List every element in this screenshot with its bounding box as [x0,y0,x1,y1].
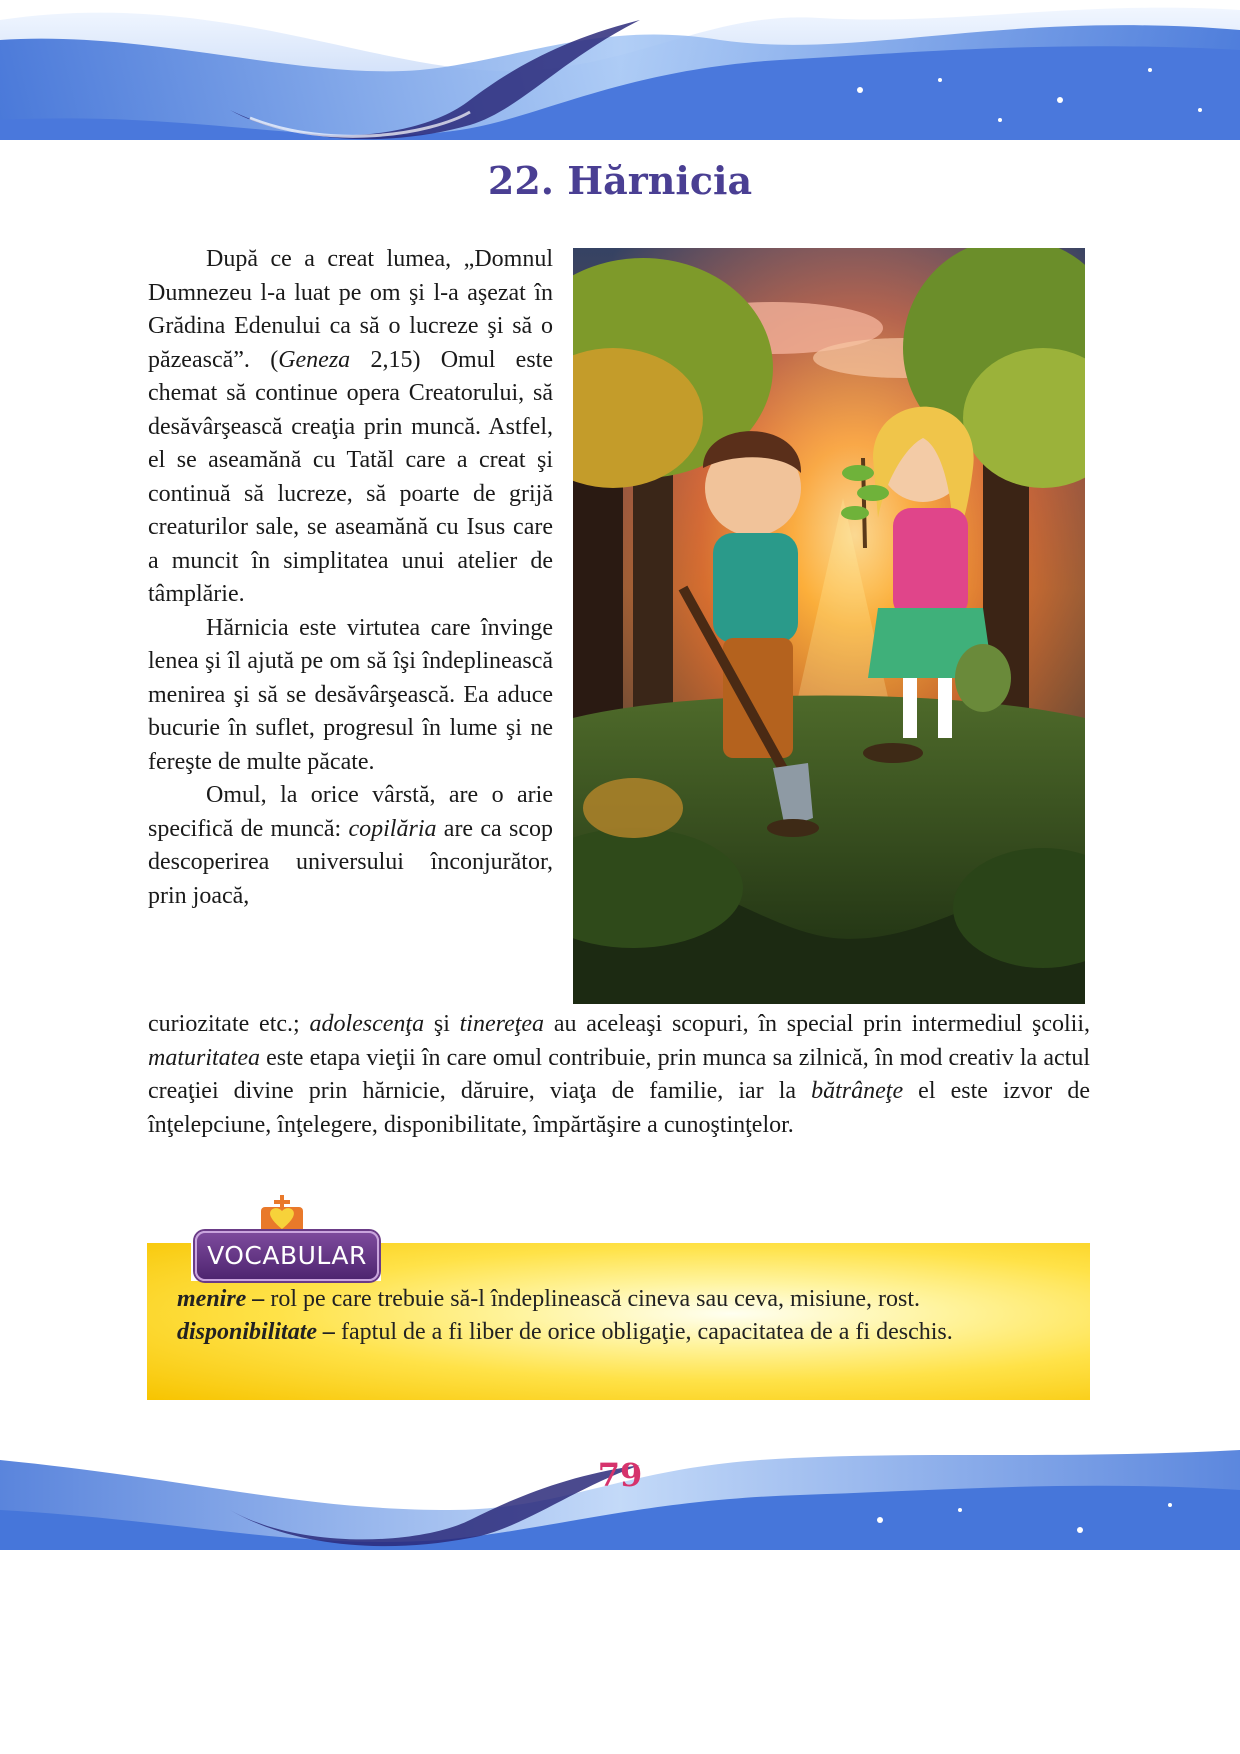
ages-and: şi [424,1011,460,1037]
paragraph-ages-continued [148,1008,1090,1142]
vocabulary-badge: VOCABULAR [195,1231,379,1281]
vocab-definition: rol pe care trebuie să-l îndeplinească cineva sau ceva, misiune, rost. [264,1286,921,1312]
term-maturity: maturitatea [148,1044,260,1071]
term-youth: tinereţea [459,1011,545,1037]
vocabulary-entries [177,1283,1079,1349]
term-childhood: copilăria [348,815,437,842]
vocab-term: menire – [177,1286,265,1312]
intro-text-a: După ce a creat lumea, „Domnul Dumnezeu l-a luat pe om şi l-a aşezat în Grădina Edenului ca să o lucreze şi să o păzească”. ( [148,246,553,373]
vocab-entry [177,1283,1079,1316]
bible-reference: Geneza [278,346,351,373]
intro-text-b: 2,15) Omul este chemat să continue opera Creatorului, să desăvârşească creaţia prin muncă. Astfel, el se aseamănă cu Tatăl care a creat şi continuă să lucreze, să poarte de grijă creaturilor sale, se aseamănă cu Isus care a muncit în simplitatea unui atelier de tâmplărie. [148,346,553,607]
vocabulary-badge-area [191,1195,381,1281]
ages-text-d: au aceleaşi scopuri, în special prin intermediul şcolii, [544,1011,1091,1037]
term-old-age: bătrâneţe [811,1078,904,1104]
ages-text-c: curiozitate etc.; [148,1011,310,1037]
term-adolescence: adolescenţa [309,1011,425,1037]
paragraph-ages-start [148,779,553,913]
vocab-definition: faptul de a fi liber de orice obligaţie, capacitatea de a fi deschis. [335,1319,953,1345]
top-wave-decoration [0,0,1240,150]
ages-text-b: are ca scop descoperirea universului înconjurător, prin joacă, [148,815,553,909]
vocab-entry [177,1316,1079,1349]
ages-text-a: Omul, la orice vârstă, are o arie specifică de muncă: [148,782,553,842]
body-text-column [148,243,553,913]
children-planting-illustration [573,248,1085,1004]
vocab-term: disponibilitate – [177,1319,336,1345]
body-text-full-width [148,1008,1090,1142]
ages-text-e: este etapa vieţii în care omul contribuie, prin munca sa zilnică, în mod creativ la actul creaţiei divine prin hărnicie, dăruire, viaţa de familie, iar la [148,1044,1090,1104]
paragraph-intro [148,243,553,612]
page-number: 79 [597,1456,643,1494]
paragraph-virtue: Hărnicia este virtutea care învinge lenea şi îl ajută pe om să îşi îndeplinească menirea şi să se desăvârşească. Ea aduce bucurie în suflet, progresul în lume şi ne fereşte de multe păcate. [148,614,553,775]
ages-text-f: el este izvor de înţelepciune, înţelegere, disponibilitate, împărtăşire a cunoştinţelor. [148,1078,1090,1138]
lesson-title: 22. Hărnicia [487,158,753,203]
